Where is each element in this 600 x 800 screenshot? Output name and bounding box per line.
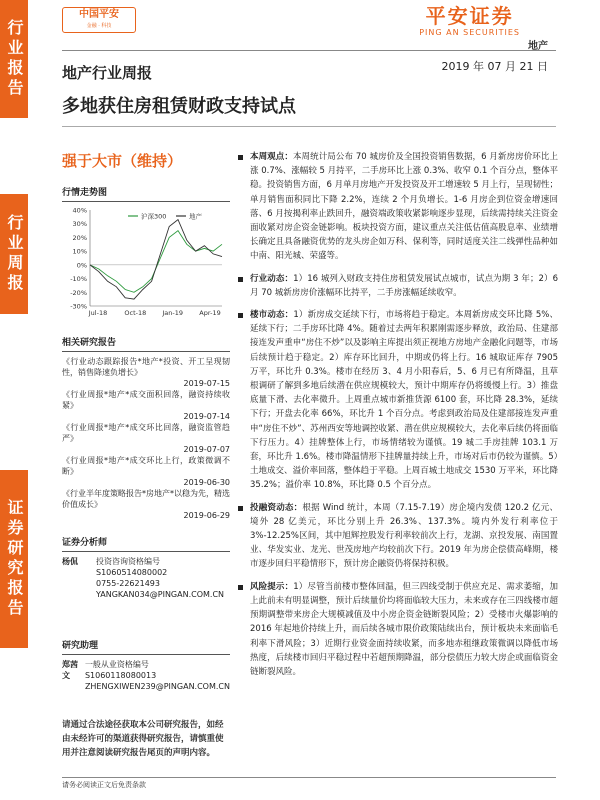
assistant-cert-no: S1060118080013 — [84, 671, 157, 680]
section-label: 投融资动态： — [250, 502, 303, 513]
assistant-cert-label: 一般从业资格编号 — [84, 660, 149, 669]
y-tick-label: -30% — [70, 302, 87, 311]
section-text: 1）新房成交延续下行，市场将趋于稳定。本周新房成交环比降 5%、延续下行；二手房环比降 4%。随着过去两年积累刚需逐步释放，政治局、住建部接连发声重申“房住不炒”以及影响主库提出须正视地方房地产金融化问题等，市场后续预计趋于稳定。2）库存环比回升，中期或仍将上行。16 城取证库存 7905 万平，环比升 0.3%。楼市在经历 3、4 月小阳春后，5、6 月已有所降温，且草根调研了解到多地后续潜在供应规模较大，预计中期库存仍将缓慢上行。3）推盘底量下滑、去化率微升。上周重点城市新推货源 6100 套，环比降 28.3%，延续下行；开盘去化率 66%，环比升 1 个百分点。考虑到政治局及住建部接连发声重申“房住不炒”、苏州西安等地调控收紧、潜在供应规模较大，去化率后续仍将面临下行压力。4）挂牌整体上行，市场情绪较为谨慎。19 城二手房挂牌 103.1 万套，环比升 1.6%。楼市降温情形下挂牌量持续上升，市场对后市仍较为谨慎。5）土地成交、溢价率回落，整体趋于平稳。上周百城土地成交 1530 万平米，环比降 35.2%；溢价率 10.8%，环比降 0.5 个百分点。 — [250, 310, 558, 491]
section-label: 楼市动态： — [250, 310, 294, 321]
header-divider — [62, 50, 556, 51]
ping-an-group-logo — [62, 7, 136, 33]
y-tick-label: 40% — [72, 206, 87, 215]
analyst-cert-no: S1060514080002 — [96, 568, 168, 577]
section-market — [238, 308, 558, 493]
assistant-email[interactable]: ZHENGXIWEN239@PINGAN.COM.CN — [84, 682, 230, 691]
section-text: 1）16 城列入财政支持住房租赁发展试点城市，试点为期 3 年；2）6 月 70 城新房房价涨幅环比持平，二手房涨幅延续收窄。 — [250, 273, 558, 298]
x-tick-label: Apr-19 — [199, 309, 221, 317]
page-title: 多地获住房租赁财政支持试点 — [62, 96, 296, 117]
analyst-name: 杨侃 — [62, 557, 78, 566]
left-sidebar — [0, 0, 32, 800]
assistant-heading: 研究助理 — [62, 638, 230, 655]
analyst-phone: 0755-22621493 — [96, 579, 160, 588]
related-report-date: 2019-07-14 — [183, 412, 230, 421]
related-report-title[interactable]: 《行业周报*地产*成交环比回落，融资监管趋严》 — [62, 423, 230, 443]
section-label: 本周观点： — [250, 152, 293, 162]
legend-label: 地产 — [189, 212, 202, 221]
analyst-card — [62, 556, 230, 600]
y-tick-label: -10% — [70, 275, 87, 284]
rating-badge: 强于大市（维持） — [62, 152, 183, 170]
related-reports-heading: 相关研究报告 — [62, 335, 230, 352]
footer-divider — [62, 777, 556, 778]
related-reports-list — [62, 356, 230, 521]
section-risk — [238, 580, 558, 679]
analyst-cert-label: 投资咨询资格编号 — [96, 557, 160, 566]
brand-name-en: PING AN SECURITIES — [419, 28, 520, 37]
assistant-card — [62, 659, 230, 692]
report-type: 地产行业周报 — [62, 64, 153, 82]
related-report-title[interactable]: 《行业动态跟踪报告*地产*投资、开工呈现韧性，销售降速负增长》 — [62, 357, 230, 377]
section-weekly-view — [238, 150, 558, 264]
y-tick-label: 0% — [76, 261, 87, 270]
x-tick-label: Oct-18 — [124, 309, 147, 317]
related-report-title[interactable]: 《行业半年度策略报告*房地产*以稳为先，精选价值成长》 — [62, 489, 230, 509]
x-tick-label: Jul-18 — [88, 309, 108, 317]
main-body — [238, 150, 558, 687]
chart-heading: 行情走势图 — [62, 185, 230, 202]
assistant-info — [85, 659, 230, 692]
brand-name-cn: 平安证券 — [425, 4, 514, 28]
x-tick-label: Jan-19 — [162, 309, 183, 317]
legend-label: 沪深300 — [141, 212, 167, 221]
related-report-date: 2019-06-29 — [183, 511, 230, 520]
related-report[interactable] — [62, 389, 230, 422]
chart-svg — [62, 206, 230, 321]
logo-subtext: 金融 · 科技 — [86, 23, 112, 29]
analyst-email[interactable]: YANGKAN034@PINGAN.COM.CN — [96, 590, 225, 599]
related-report-title[interactable]: 《行业周报*地产*成交面积回落，融资持续收紧》 — [62, 390, 230, 410]
section-text: 本周统计局公布 70 城房价及全国投资销售数据，6 月新房房价环比上涨 0.7%、涨幅较 5 月持平，二手房环比上涨 0.3%、收窄 0.1 个百分点，整体平稳。投资销售方面，6 月单月房地产开发投资及开工增速较 5 月上行，呈现韧性；单月销售面积同比下降 2.2%，连续 2 个月负增长。1-6 月房企到位资金增速回落、6 月按揭利率止跌回升，融资端政策收紧影响逐步显现，后续需持续关注资金面收紧对房企资金链影响。板块投资方面，建议重点关注低估值高股息率、业绩增长确定且具备融资优势的龙头房企如万科、保利等，同时适度关注二线弹性品种如中南、阳光城、荣盛等。 — [250, 152, 558, 262]
series-line-1 — [90, 220, 222, 300]
sidebar-tab-securities-research: 证券研究报告 — [0, 470, 28, 648]
logo-text: 中国平安 — [79, 9, 119, 20]
section-text: 根据 Wind 统计，本周（7.15-7.19）房企境内发债 120.2 亿元、境外 28 亿美元，环比分别上升 26.3%、137.3%。境内外发行利率位于 3%-12.25%区间，其中旭辉控股发行利率较前次上行，龙湖、京投发展、南国置业、华发实业、龙光、世茂房地产均较前次下行。2019 年为房企偿债高峰期，楼市逐步回归平稳情形下，预计房企融资仍将保持积极。 — [250, 502, 558, 570]
related-report[interactable] — [62, 488, 230, 521]
related-report-date: 2019-06-30 — [183, 478, 230, 487]
price-trend-chart — [62, 206, 230, 321]
assistant-name: 郑茜文 — [62, 660, 78, 680]
related-report-title[interactable]: 《行业周报*地产*成交环比上行，政策微调不断》 — [62, 456, 230, 476]
y-tick-label: 30% — [72, 220, 87, 229]
related-report-date: 2019-07-15 — [183, 379, 230, 388]
y-tick-label: 20% — [72, 233, 87, 242]
analyst-heading: 证券分析师 — [62, 535, 230, 552]
y-tick-label: -20% — [70, 288, 87, 297]
section-industry-news — [238, 272, 558, 300]
sidebar-tab-industry-report: 行业报告 — [0, 0, 28, 118]
report-category: 地产 — [528, 41, 548, 52]
section-label: 风险提示： — [250, 581, 294, 592]
title-divider — [62, 126, 556, 127]
related-report[interactable] — [62, 455, 230, 488]
brand-logo — [419, 4, 520, 38]
footer-note: 请务必阅读正文后免责条款 — [62, 781, 146, 789]
related-report[interactable] — [62, 422, 230, 455]
section-text: 1）尽管当前楼市整体回温，但三四线受制于供应充足、需求萎缩，加上此前未有明显调整，预计后续量价均将面临较大压力，未来或存在三四线楼市超预期调整带来房企大规模减值及中小房企资金链断裂风险；2）受楼市火爆影响的 2016 年起地价持续上升，而后续各城市限价政策陆续出台，预计板块未来面临毛利率下滑风险；3）近期行业资金面持续收紧，而多地赤租继政策微调以降低市场热度，后续楼市回归平稳过程中若超预期降温，部分偿债压力较大房企或面临资金链断裂风险。 — [250, 581, 558, 677]
report-date: 2019 年 07 月 21 日 — [441, 60, 548, 73]
analyst-info — [96, 556, 224, 600]
related-report[interactable] — [62, 356, 230, 389]
left-column — [62, 140, 230, 760]
section-label: 行业动态： — [250, 273, 294, 284]
y-tick-label: 10% — [72, 247, 87, 256]
sidebar-tab-weekly: 行业周报 — [0, 194, 28, 314]
section-financing — [238, 501, 558, 572]
disclaimer: 请通过合法途径获取本公司研究报告，如经由未经许可的渠道获得研究报告，请慎重使用并注意阅读研究报告尾页的声明内容。 — [62, 720, 224, 758]
related-report-date: 2019-07-07 — [183, 445, 230, 454]
